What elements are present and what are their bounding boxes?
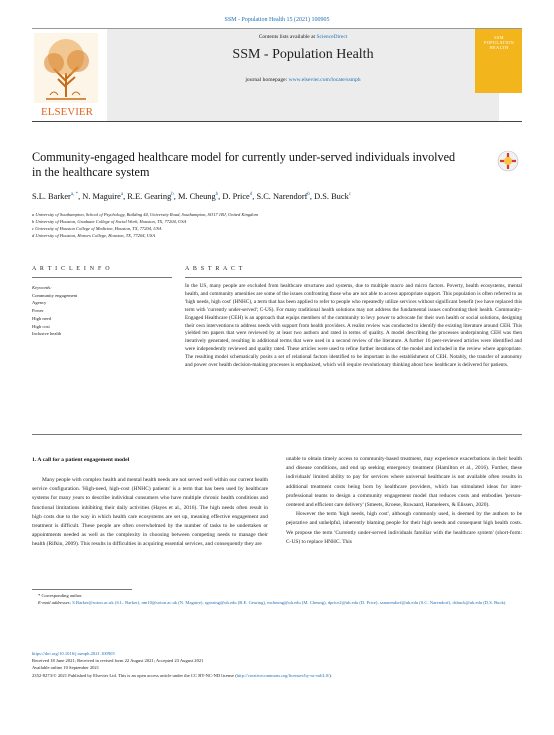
email-label: E-mail addresses: xyxy=(38,600,72,606)
article-info-heading: A R T I C L E I N F O xyxy=(32,266,111,272)
publisher-name: ELSEVIER xyxy=(41,106,93,118)
author-name: S.C. Narendorf xyxy=(256,192,308,201)
author-affiliation-marker[interactable]: b xyxy=(307,192,310,198)
journal-reference[interactable]: SSM - Population Health 15 (2021) 100905 xyxy=(224,17,330,23)
abstract-heading: A B S T R A C T xyxy=(185,266,244,272)
journal-homepage xyxy=(107,77,499,83)
journal-cover xyxy=(475,29,522,93)
author-affiliation-marker[interactable]: a xyxy=(120,192,124,198)
homepage-link[interactable]: www.elsevier.com/locate/ssmph xyxy=(288,77,361,83)
footnote-rule xyxy=(32,589,132,590)
cover-title: SSM POPULATION HEALTH xyxy=(483,35,515,51)
author-name: N. Maguire xyxy=(82,192,121,201)
publication-info xyxy=(32,650,522,679)
author-name: M. Cheung xyxy=(177,192,216,201)
license-suffix: ). xyxy=(329,672,332,678)
affiliation-b: b University of Houston, Graduate College of Social Work, Houston, TX, 77204, USA xyxy=(32,219,187,224)
paragraph: unable to obtain timely access to community-based treatment, may experience exacerbations in their health and disease conditions, and end up seeking emergency treatment (Hamilton et al., 2016). Further, these individuals' limited ability to pay for services where universal healthcare is not available often results in additional treatment costs being born by healthcare providers, which has stimulated ideas for inter-professional teams to design a community engagement model that reduces costs and embodies 'person-centered and efficient care delivery' (Smeets, Kroese, Ruwaard, Hameleers, & Elissen, 2020). xyxy=(286,456,522,509)
license-prefix: 2352-8273/© 2021 Published by Elsevier Ltd. This is an open access article under the CC BY-NC-ND license ( xyxy=(32,672,237,678)
license-link[interactable]: http://creativecommons.org/licenses/by-nc-nd/4.0/ xyxy=(236,672,330,678)
journal-title: SSM - Population Health xyxy=(232,47,374,62)
received-dates: Received 18 June 2021; Received in revised form 22 August 2021; Accepted 23 August 2021 xyxy=(32,658,204,664)
license-line xyxy=(32,672,522,679)
email-addresses xyxy=(32,599,522,606)
availability-prefix: Contents lists available at xyxy=(258,34,316,40)
body-right-column xyxy=(286,455,522,547)
author-name: D. Price xyxy=(222,192,250,201)
keyword: High need xyxy=(32,315,52,321)
paragraph: Many people with complex health and mental health needs are not served well within our current health service configuration. 'High-need, high-cost (HNHC) patients' is a term that has been used by healthcare systems for many years to describe individual consumers who have multiple chronic health conditions and functional limitations inhibiting their daily activities (Hayes et al., 2016). The high needs often result in high costs due to the way in which health care ecosystems are set up, meaning effective engagement and treatment is difficult. These people are often overwhelmed by the number of tasks to be undertaken or appointments needed as well as the complexity in choosing between competing needs to manage their health (Rifkin, 2009). This results in difficulties in acquiring essential services, and consequently they are xyxy=(32,477,268,548)
author-name: R.E. Gearing xyxy=(127,192,172,201)
availability-line xyxy=(107,34,499,40)
author-affiliation-marker[interactable]: d xyxy=(249,192,253,198)
abstract-bottom-rule xyxy=(32,434,522,435)
keywords-block xyxy=(32,284,172,338)
article-info-rule xyxy=(32,277,172,278)
body-left-column xyxy=(32,476,268,550)
keywords-label: Keywords: xyxy=(32,285,52,290)
author-affiliation-marker[interactable]: c xyxy=(348,192,351,198)
author-list: S.L. Barker$^{a, *}$, N. Maguire$^a$, R.E. Gearing$^b$, M. Cheung$^b$, D. Price$^d$, S.C. Narendorf$^b$, D.S. Buck$^c$ xyxy=(32,192,351,201)
keyword: Power xyxy=(32,308,44,314)
sciencedirect-link[interactable]: ScienceDirect xyxy=(316,34,348,40)
affiliation-d: d University of Houston, Honors College, Houston, TX, 77204, USA xyxy=(32,233,155,238)
footnotes xyxy=(32,592,522,606)
homepage-prefix: journal homepage: xyxy=(245,77,288,83)
keyword: High cost xyxy=(32,323,50,329)
keyword: Agency xyxy=(32,300,47,306)
abstract-text: In the US, many people are excluded from healthcare structures and systems, due to multiple macro and micro factors. Poverty, health ecosystems, mental health, and community amenities are some of the issues confronting those who are not able to access appropriate support. This population is often referred to as 'high needs, high cost' (HNHC), a term that has been applied to refer to people who repeatedly utilize services without significant benefit (we have replaced this term with 'currently under-served'; C-US). For many traditional health solutions may not address the fundamental issues confronting their health. Community-Engaged Healthcare (CEH) is an approach that equips members of the community to levy power to advocate for their own health or social solutions, designing their own interventions to address needs with support from health providers. A realist review was conducted to identify the existing literature around CEH. This yielded ten papers that were reviewed by at least two authors and rated in terms of quality. A model describing the processes underpinning CEH was then iteratively generated, resulting in additional terms that were used in a second review of the literature. A further 16 peer-reviewed articles were identified and were independently reviewed and quality rated. These articles were used to refine further iterations of the model and included in the review where appropriate. The resulting model schematically posits a set of relational factors identified to be important in the establishment of CEH. Notably, the transfer of autonomy and power over health decision-making processes is emphasized, which will require revolutionary thinking about how healthcare is delivered for patients. xyxy=(185,283,522,369)
section-1-heading: 1. A call for a patient engagement model xyxy=(32,457,130,463)
author-name: D.S. Buck xyxy=(314,192,349,201)
paragraph: However the term 'high needs, high cost', although commonly used, is deemed by the authors to be pejorative and unhelpful, inherently blaming people for their high needs and consequent high health costs. We propose the term 'Currently under-served individuals familiar with the healthcare system' (short-form: C-US) to replace HNHC. This xyxy=(286,511,522,545)
email-list[interactable]: S.Barker@soton.ac.uk (S.L. Barker), nm10@soton.ac.uk (N. Maguire), rgearing@uh.edu (R.E. Gearing), mcheung@uh.edu (M. Cheung), dprice2@uh.edu (D. Price), sanarendorf@uh.edu (S.C. Narendorf), dsbuck@uh.edu (D.S. Buck). xyxy=(72,600,507,606)
journal-banner xyxy=(107,29,499,121)
doi-link[interactable]: https://doi.org/10.1016/j.ssmph.2021.100905 xyxy=(32,651,115,656)
elsevier-logo xyxy=(32,29,102,121)
masthead xyxy=(32,28,522,121)
corresponding-note: * Corresponding author. xyxy=(38,593,83,598)
author-affiliation-marker[interactable]: a, * xyxy=(70,192,79,198)
crossmark-icon[interactable] xyxy=(497,150,519,172)
available-online: Available online 10 September 2021 xyxy=(32,665,100,671)
author-affiliation-marker[interactable]: b xyxy=(171,192,174,198)
author-affiliation-marker[interactable]: b xyxy=(215,192,219,198)
masthead-divider xyxy=(32,121,522,122)
article-title: Community-engaged healthcare model for currently under-served individuals involved in the healthcare system xyxy=(32,150,456,179)
elsevier-tree-icon xyxy=(32,29,102,121)
affiliation-c: c University of Houston College of Medicine, Houston, TX, 77204, USA xyxy=(32,226,162,231)
affiliation-a: a University of Southampton, School of Psychology, Building 44, University Road, Southampton, SO17 1BJ, United Kingdom xyxy=(32,212,258,217)
author-name: S.L. Barker xyxy=(32,192,71,201)
abstract-rule xyxy=(185,277,522,278)
keyword: Community engagement xyxy=(32,292,78,298)
keyword: Inclusive health xyxy=(32,331,62,337)
